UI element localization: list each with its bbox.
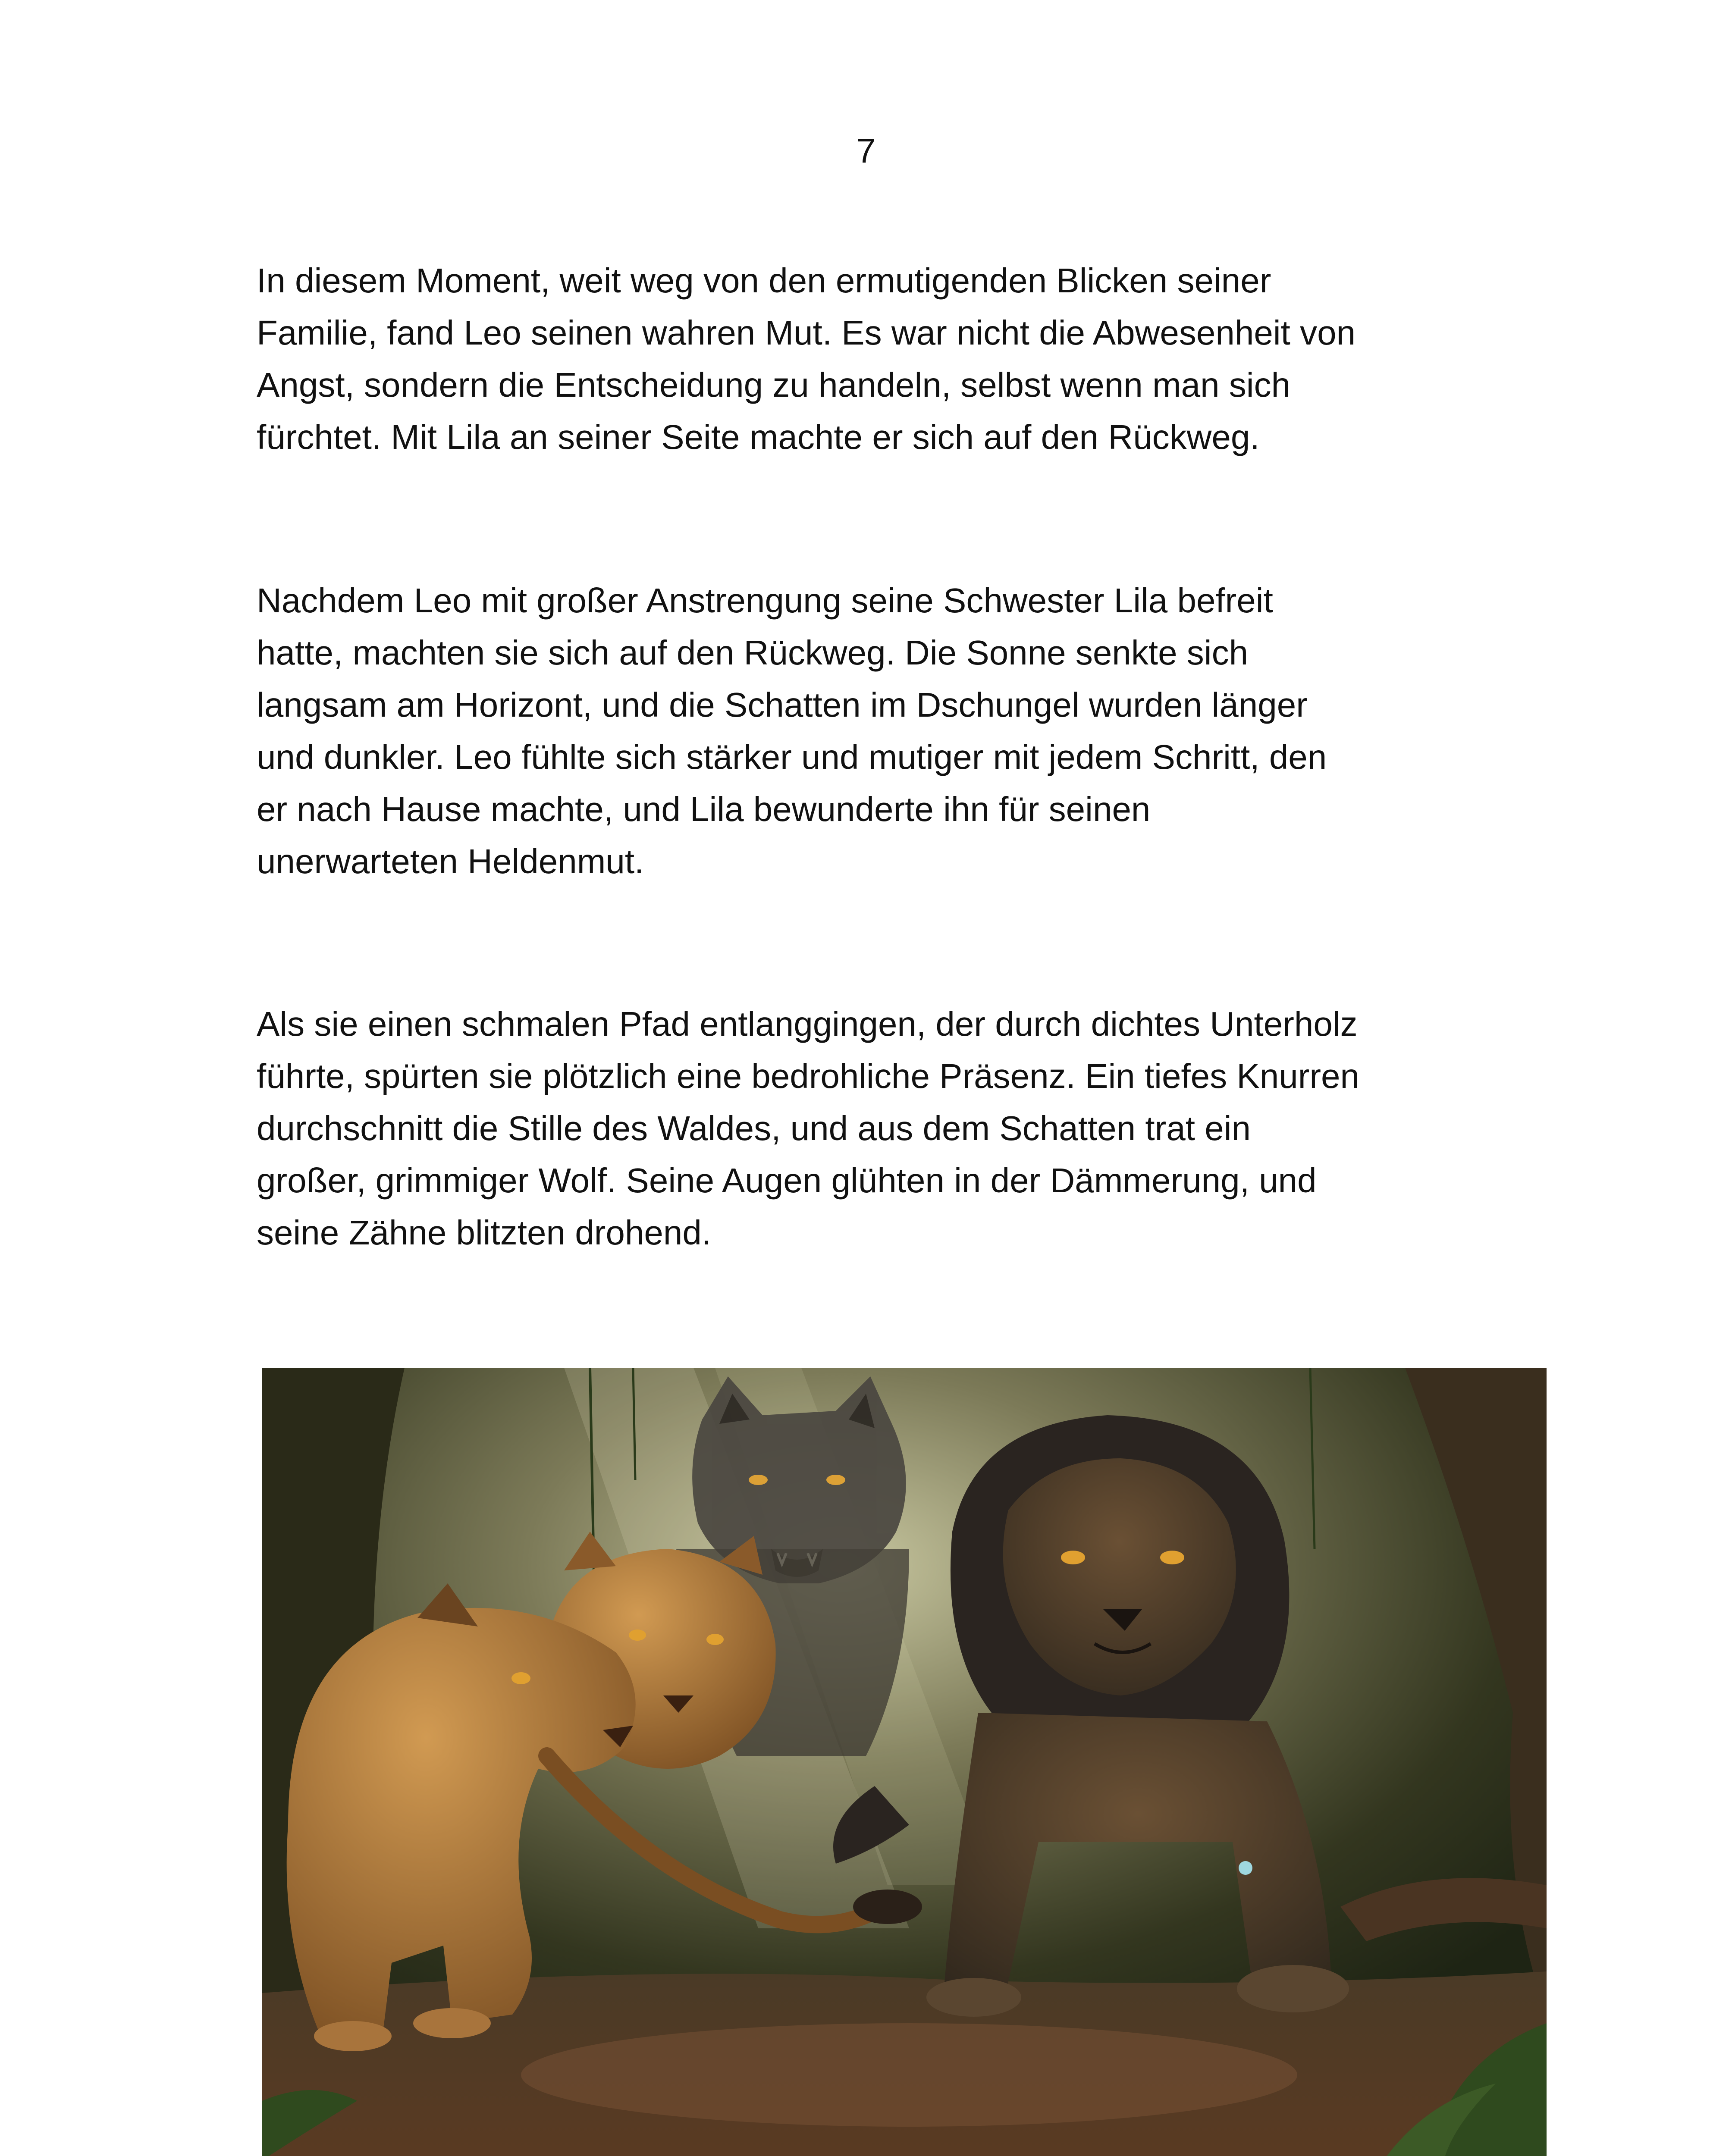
text-line: Familie, fand Leo seinen wahren Mut. Es war nicht die Abwesenheit von <box>257 313 1356 352</box>
text-line: seine Zähne blitzten drohend. <box>257 1213 712 1252</box>
text-line: Angst, sondern die Entscheidung zu handeln, selbst wenn man sich <box>257 366 1291 404</box>
text-line: Als sie einen schmalen Pfad entlanggingen, der durch dichtes Unterholz <box>257 1005 1358 1043</box>
text-line: hatte, machten sie sich auf den Rückweg. Die Sonne senkte sich <box>257 633 1249 672</box>
text-line: führte, spürten sie plötzlich eine bedrohliche Präsenz. Ein tiefes Knurren <box>257 1057 1359 1095</box>
text-line: unerwarteten Heldenmut. <box>257 842 644 881</box>
text-line: Nachdem Leo mit großer Anstrengung seine Schwester Lila befreit <box>257 581 1273 620</box>
text-line: langsam am Horizont, und die Schatten im Dschungel wurden länger <box>257 686 1308 724</box>
illustration-svg <box>262 1368 1547 2156</box>
page-number: 7 <box>856 132 876 170</box>
text-line: großer, grimmiger Wolf. Seine Augen glühten in der Dämmerung, und <box>257 1161 1317 1200</box>
text-line: fürchtet. Mit Lila an seiner Seite machte er sich auf den Rückweg. <box>257 418 1260 456</box>
text-line: In diesem Moment, weit weg von den ermutigenden Blicken seiner <box>257 261 1271 300</box>
jungle-illustration <box>262 1368 1547 2156</box>
paragraph-3 <box>257 998 1507 1259</box>
paragraph-2 <box>257 574 1507 887</box>
paragraph-1 <box>257 254 1507 463</box>
text-line: er nach Hause machte, und Lila bewunderte ihn für seinen <box>257 790 1151 828</box>
text-line: und dunkler. Leo fühlte sich stärker und mutiger mit jedem Schritt, den <box>257 738 1327 776</box>
text-line: durchschnitt die Stille des Waldes, und aus dem Schatten trat ein <box>257 1109 1251 1147</box>
ground-light <box>521 2023 1297 2127</box>
